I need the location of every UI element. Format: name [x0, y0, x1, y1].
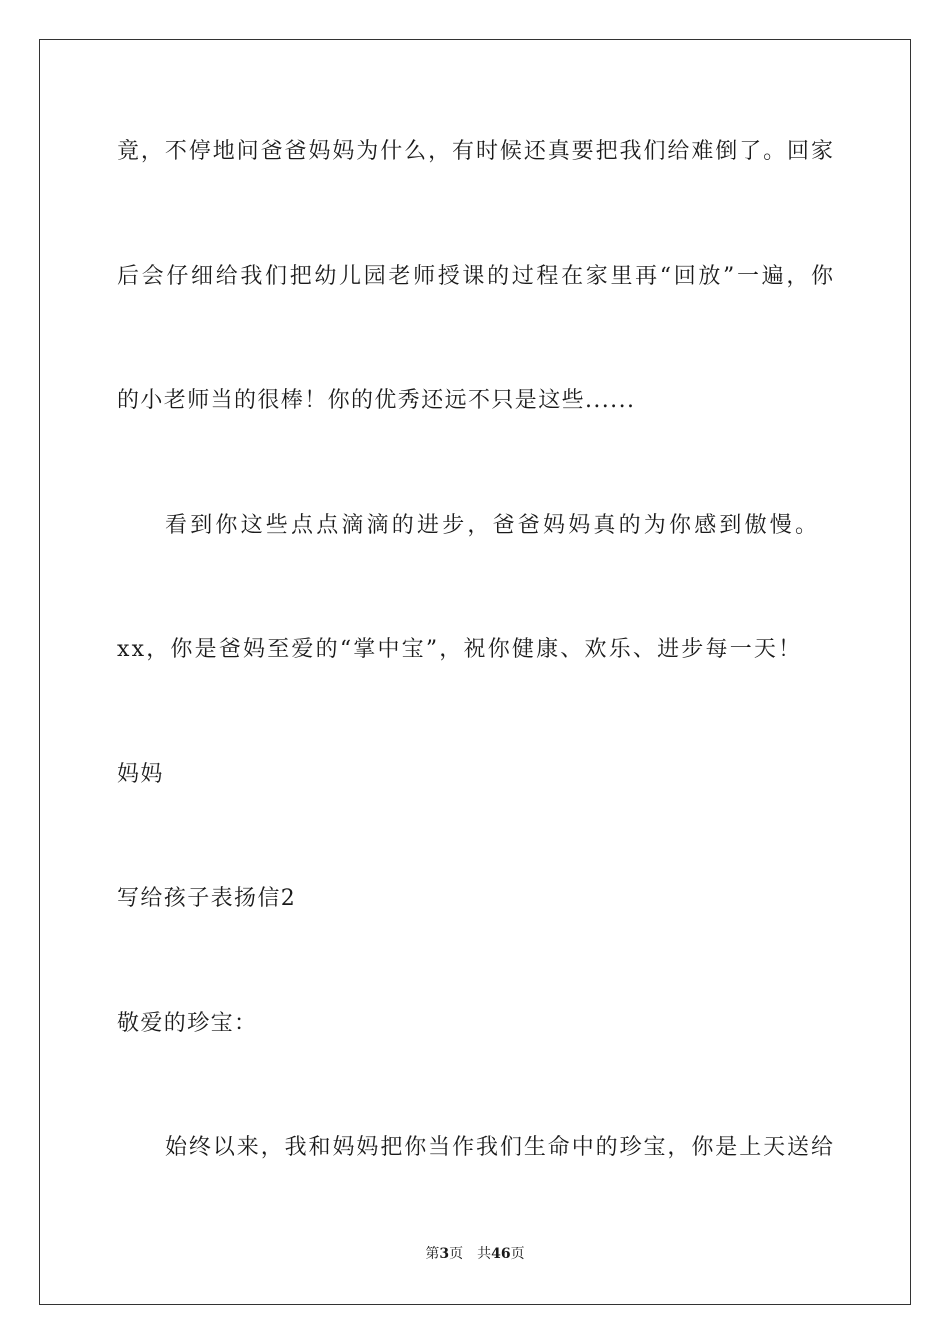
body-line-3: 的小老师当的很棒！你的优秀还远不只是这些......	[117, 388, 636, 413]
footer-total-prefix: 共	[477, 1246, 492, 1262]
body-line-6: 始终以来，我和妈妈把你当作我们生命中的珍宝，你是上天送给	[165, 1135, 833, 1160]
page-footer	[0, 1245, 950, 1263]
body-line-4: 看到你这些点点滴滴的进步，爸爸妈妈真的为你感到傲慢。	[165, 513, 821, 538]
body-line-2: 后会仔细给我们把幼儿园老师授课的过程在家里再“回放”一遍，你	[117, 264, 833, 289]
body-line-5: xx，你是爸妈至爱的“掌中宝”，祝你健康、欢乐、进步每一天！	[117, 637, 803, 662]
body-line-1: 竟，不停地问爸爸妈妈为什么，有时候还真要把我们给难倒了。回家	[117, 139, 833, 164]
salutation-line: 敬爱的珍宝：	[117, 1011, 258, 1036]
page-border	[39, 39, 911, 1305]
footer-page-suffix: 页	[449, 1246, 464, 1262]
section-heading: 写给孩子表扬信2	[117, 886, 297, 911]
footer-total-suffix: 页	[510, 1246, 525, 1262]
signature-line: 妈妈	[117, 762, 164, 787]
footer-page-prefix: 第	[425, 1246, 440, 1262]
footer-page-number: 3	[439, 1246, 450, 1262]
footer-total-pages: 46	[491, 1246, 511, 1262]
